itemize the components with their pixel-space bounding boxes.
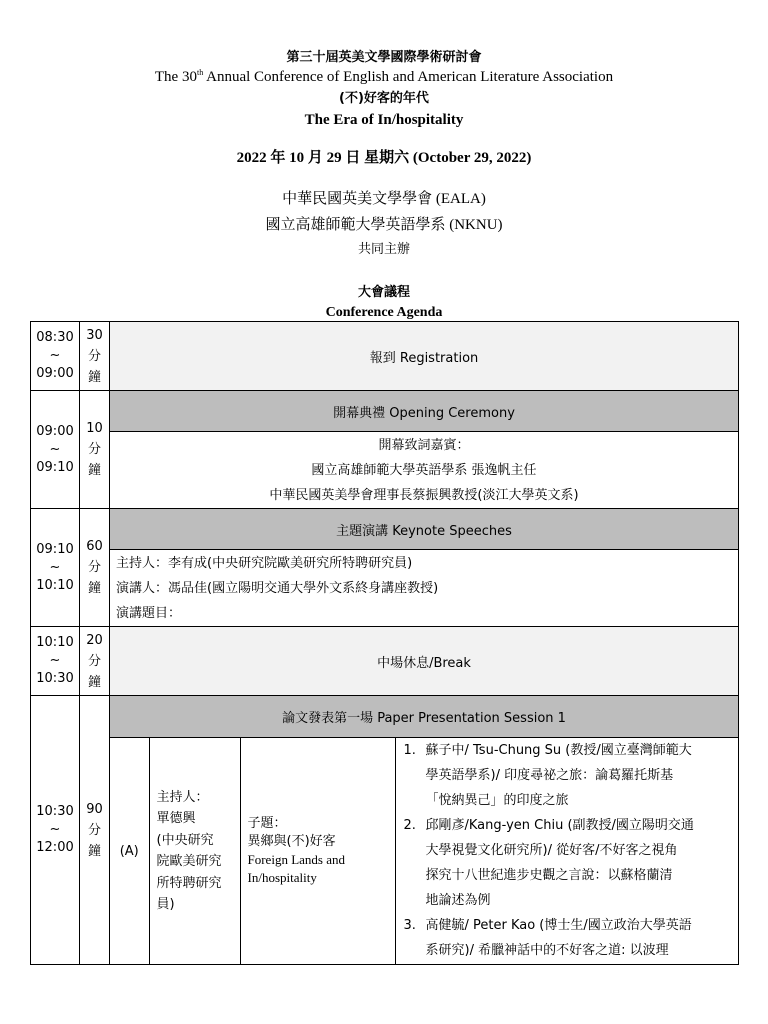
registration-duration: 30 分 鐘 [80, 322, 110, 391]
break-label: 中場休息/Break [110, 627, 739, 696]
paper-list [396, 738, 740, 963]
break-row [31, 627, 739, 696]
organizer-eala: 中華民國英美文學學會 (EALA) [282, 191, 486, 207]
panel-topic-zh: 異鄉與(不)好客 [247, 834, 336, 849]
session1-panel-cell [110, 738, 739, 965]
keynote-label: 主題演講 Keynote Speeches [110, 509, 739, 550]
session1-detail-row [31, 738, 739, 965]
conference-date: 2022 年 10 月 29 日 星期六 (October 29, 2022) [236, 150, 532, 166]
title-en-ordinal: th [196, 68, 204, 77]
keynote-speaker: 演講人：馮品佳(國立陽明交通大學外文系終身講座教授) [116, 580, 439, 596]
panel-chair: 主持人： 單德興 (中央研究 院歐美研究 所特聘研究 員) [149, 738, 240, 964]
opening-guests-label: 開幕致詞嘉賓： [378, 437, 470, 453]
theme-zh: (不)好客的年代 [339, 91, 429, 106]
opening-header-row [31, 391, 739, 432]
panel-a-table [110, 738, 739, 964]
keynote-moderator: 主持人：李有成(中央研究院歐美研究所特聘研究員) [116, 555, 413, 571]
session1-duration: 90 分 鐘 [80, 696, 110, 965]
paper-item: 2. 邱剛彥/Kang-yen Chiu (副教授/國立陽明交通 大學視覺文化研究所)/ 從好客/不好客之視角 探究十八世紀進步史觀之言說：以蘇格蘭清 地論述為例 [403, 818, 694, 908]
agenda-table [30, 321, 739, 965]
keynote-header-row [31, 509, 739, 550]
panel-topic-label: 子題： [247, 816, 287, 831]
opening-details [110, 432, 739, 509]
break-duration: 20 分 鐘 [80, 627, 110, 696]
theme-en: The Era of In/hospitality [304, 112, 464, 128]
session1-label: 論文發表第一場 Paper Presentation Session 1 [110, 696, 739, 738]
title-en [0, 67, 768, 87]
break-time: 10:10 ~ 10:30 [31, 627, 80, 696]
opening-time: 09:00 ~ 09:10 [31, 391, 80, 509]
registration-row [31, 322, 739, 391]
panel-topic [240, 738, 395, 964]
opening-detail-row [31, 432, 739, 509]
organizer-nknu: 國立高雄師範大學英語學系 (NKNU) [265, 217, 503, 233]
panel-id: (A) [110, 738, 149, 964]
title-en-prefix: The 30 [154, 69, 197, 85]
agenda-title-zh: 大會議程 [357, 285, 410, 300]
panel-a-row [110, 738, 739, 964]
title-zh: 第三十屆英美文學國際學術研討會 [286, 50, 482, 65]
panel-papers [395, 738, 739, 964]
keynote-details [110, 550, 739, 627]
opening-guest-2: 中華民國英美學會理事長蔡振興教授(淡江大學英文系) [269, 487, 579, 503]
opening-label: 開幕典禮 Opening Ceremony [110, 391, 739, 432]
paper-item: 3. 高健毓/ Peter Kao (博士生/國立政治大學英語 系研究)/ 希臘神話中的不好客之道: 以波理 [403, 918, 692, 958]
title-en-rest: Annual Conference of English and American Literature Association [203, 69, 614, 85]
keynote-topic: 演講題目： [116, 605, 182, 621]
registration-label: 報到 Registration [110, 322, 739, 391]
opening-duration: 10 分 鐘 [80, 391, 110, 509]
session1-header-row [31, 696, 739, 738]
session1-time: 10:30 ~ 12:00 [31, 696, 80, 965]
opening-guest-1: 國立高雄師範大學英語學系 張逸帆主任 [311, 462, 537, 478]
paper-item: 1. 蘇子中/ Tsu-Chung Su (教授/國立臺灣師範大 學英語學系)/ 印度尋祕之旅：論葛羅托斯基 「悅納異己」的印度之旅 [403, 743, 692, 808]
panel-topic-en: Foreign Lands and In/hospitality [247, 852, 345, 885]
agenda-title-en: Conference Agenda [325, 305, 443, 320]
keynote-time: 09:10 ~ 10:10 [31, 509, 80, 627]
keynote-detail-row [31, 550, 739, 627]
co-host-label: 共同主辦 [357, 242, 410, 257]
keynote-duration: 60 分 鐘 [80, 509, 110, 627]
registration-time: 08:30 ~ 09:00 [31, 322, 80, 391]
